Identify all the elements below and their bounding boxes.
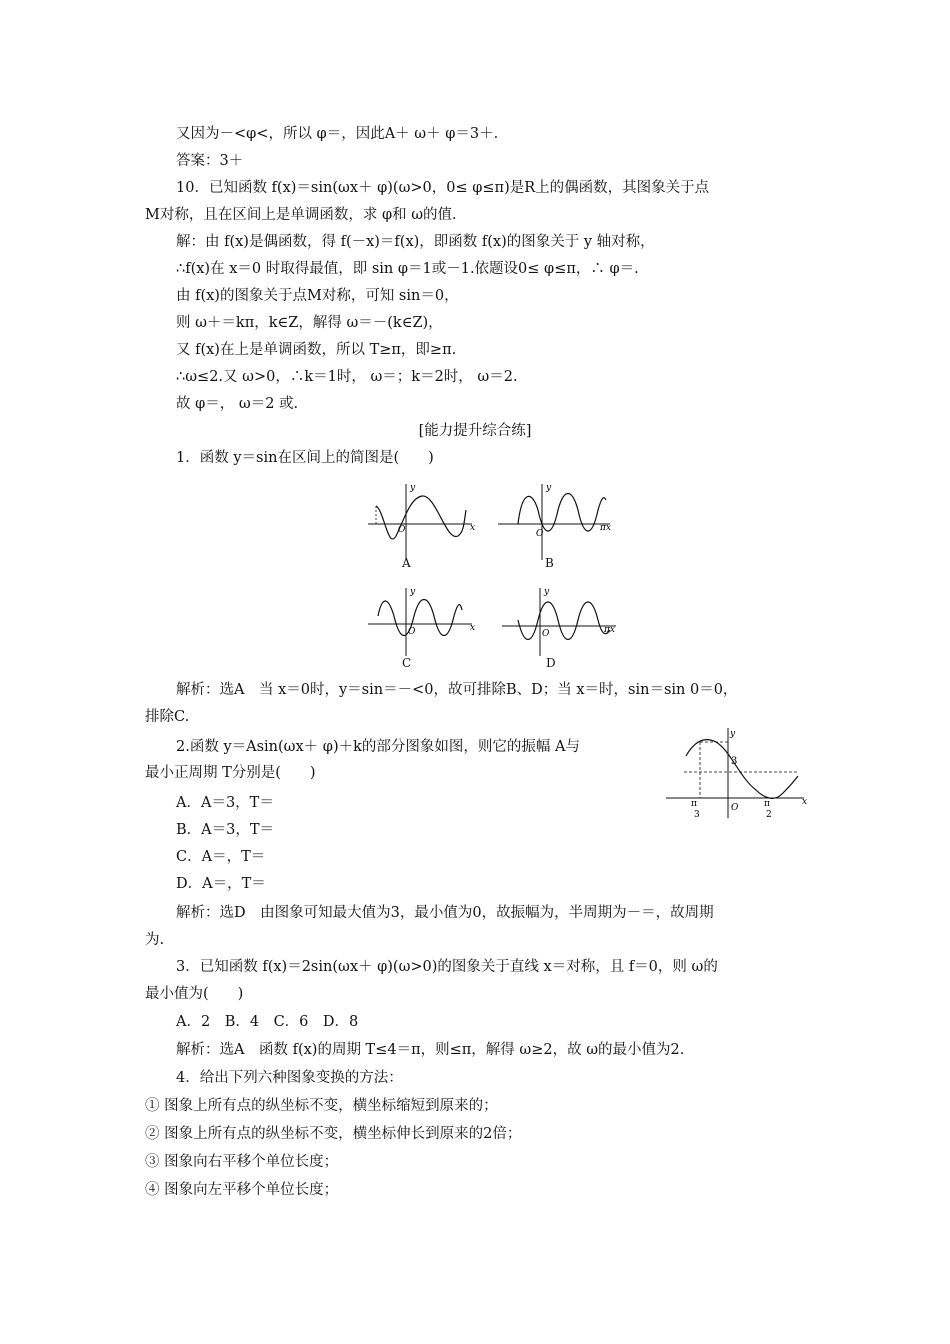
x-axis-label: πx [600, 523, 611, 533]
q3-analysis: 解析：选A 函数 f(x)的周期 T≤4＝π，则≤π，解得 ω≥2，故 ω的最小值为2. [176, 1042, 685, 1058]
y-axis-label: y [410, 483, 416, 493]
q1-stem: 1．函数 y＝sin在区间上的简图是( ) [176, 450, 434, 466]
origin-label: O [536, 529, 544, 539]
q2-graph [664, 726, 810, 818]
q1-analysis-cont: 排除C. [145, 709, 190, 725]
q2-stem: 2.函数 y＝Asin(ωx＋ φ)＋k的部分图象如图，则它的振幅 A与 [176, 739, 580, 755]
x-axis-label: x [802, 797, 808, 807]
q2-option-d: D．A＝，T＝ [176, 876, 266, 892]
solution-line: ∴ω≤2.又 ω>0，∴k＝1时， ω＝；k＝2时， ω＝2. [176, 369, 518, 385]
max-value-label: 3 [731, 756, 738, 767]
origin-label: O [398, 525, 406, 535]
solution-line: 则 ω＋＝kπ，k∈Z，解得 ω＝－(k∈Z)， [176, 315, 443, 331]
option-c-label: C [402, 656, 412, 670]
q2-option-c: C．A＝，T＝ [176, 849, 266, 865]
q3-options: A．2 B．4 C．6 D．8 [176, 1014, 359, 1030]
denom-2-label: 2 [766, 810, 772, 818]
x-axis-label: x [470, 623, 476, 633]
q2-stem-cont: 最小正周期 T分别是( ) [145, 765, 316, 781]
solution-line: 由 f(x)的图象关于点M对称，可知 sin＝0， [176, 288, 459, 304]
q3-stem-cont: 最小值为( ) [145, 986, 244, 1002]
option-a-label: A [402, 556, 411, 570]
solution-line: ∴f(x)在 x＝0 时取得最值，即 sin φ＝1或－1.依题设0≤ φ≤π，∴ φ＝. [176, 261, 639, 277]
section-title: [能力提升综合练] [418, 423, 532, 439]
origin-label: O [408, 627, 416, 637]
solution-line: 又 f(x)在上是单调函数，所以 T≥π，即≥π. [176, 342, 457, 358]
text-line: 又因为－<φ<，所以 φ＝，因此A＋ ω＋ φ＝3＋. [176, 126, 499, 142]
x-axis-label: πx [604, 625, 615, 635]
q4-item-4: ④ 图象向左平移个单位长度； [145, 1182, 339, 1198]
y-axis-label: y [544, 587, 550, 597]
q4-item-2: ② 图象上所有点的纵坐标不变，横坐标伸长到原来的2倍； [145, 1126, 522, 1142]
denom-3-label: 3 [694, 810, 700, 818]
y-axis-label: y [410, 587, 416, 597]
q2-option-a: A．A＝3，T＝ [176, 795, 274, 811]
problem-10-stem-cont: M对称，且在区间上是单调函数，求 φ和 ω的值. [145, 207, 457, 223]
pi-label: π [764, 799, 770, 809]
answer-line: 答案：3＋ [176, 153, 244, 169]
origin-label: O [731, 803, 739, 813]
q1-analysis: 解析：选A 当 x＝0时，y＝sin＝－<0，故可排除B、D；当 x＝时，sin＝sin 0＝0， [176, 682, 738, 698]
minus-pi-label: π [691, 799, 697, 809]
solution-line: 故 φ＝， ω＝2 或. [176, 396, 299, 412]
solution-line: 解：由 f(x)是偶函数，得 f(－x)＝f(x)，即函数 f(x)的图象关于 y 轴对称， [176, 234, 655, 250]
q1-graph-d [500, 586, 622, 658]
q2-analysis: 解析：选D 由图象可知最大值为3，最小值为0，故振幅为，半周期为－＝，故周期 [176, 905, 714, 921]
problem-10-stem: 10．已知函数 f(x)＝sin(ωx＋ φ)(ω>0，0≤ φ≤π)是R上的偶函数，其图象关于点 [176, 180, 710, 196]
q1-graph-a [366, 480, 478, 566]
q1-graph-b [496, 480, 616, 566]
q2-analysis-cont: 为. [145, 932, 165, 948]
q1-graph-c [366, 586, 478, 658]
origin-label: O [542, 629, 550, 639]
y-axis-label: y [546, 483, 552, 493]
option-b-label: B [545, 556, 554, 570]
q4-item-1: ① 图象上所有点的纵坐标不变，横坐标缩短到原来的； [145, 1098, 498, 1114]
x-axis-label: x [470, 523, 476, 533]
q3-stem: 3．已知函数 f(x)＝2sin(ωx＋ φ)(ω>0)的图象关于直线 x＝对称，且 f＝0，则 ω的 [176, 959, 718, 975]
option-d-label: D [546, 656, 556, 670]
q4-stem: 4．给出下列六种图象变换的方法： [176, 1070, 403, 1086]
q2-option-b: B．A＝3，T＝ [176, 822, 275, 838]
q4-item-3: ③ 图象向右平移个单位长度； [145, 1154, 339, 1170]
y-axis-label: y [730, 729, 736, 739]
